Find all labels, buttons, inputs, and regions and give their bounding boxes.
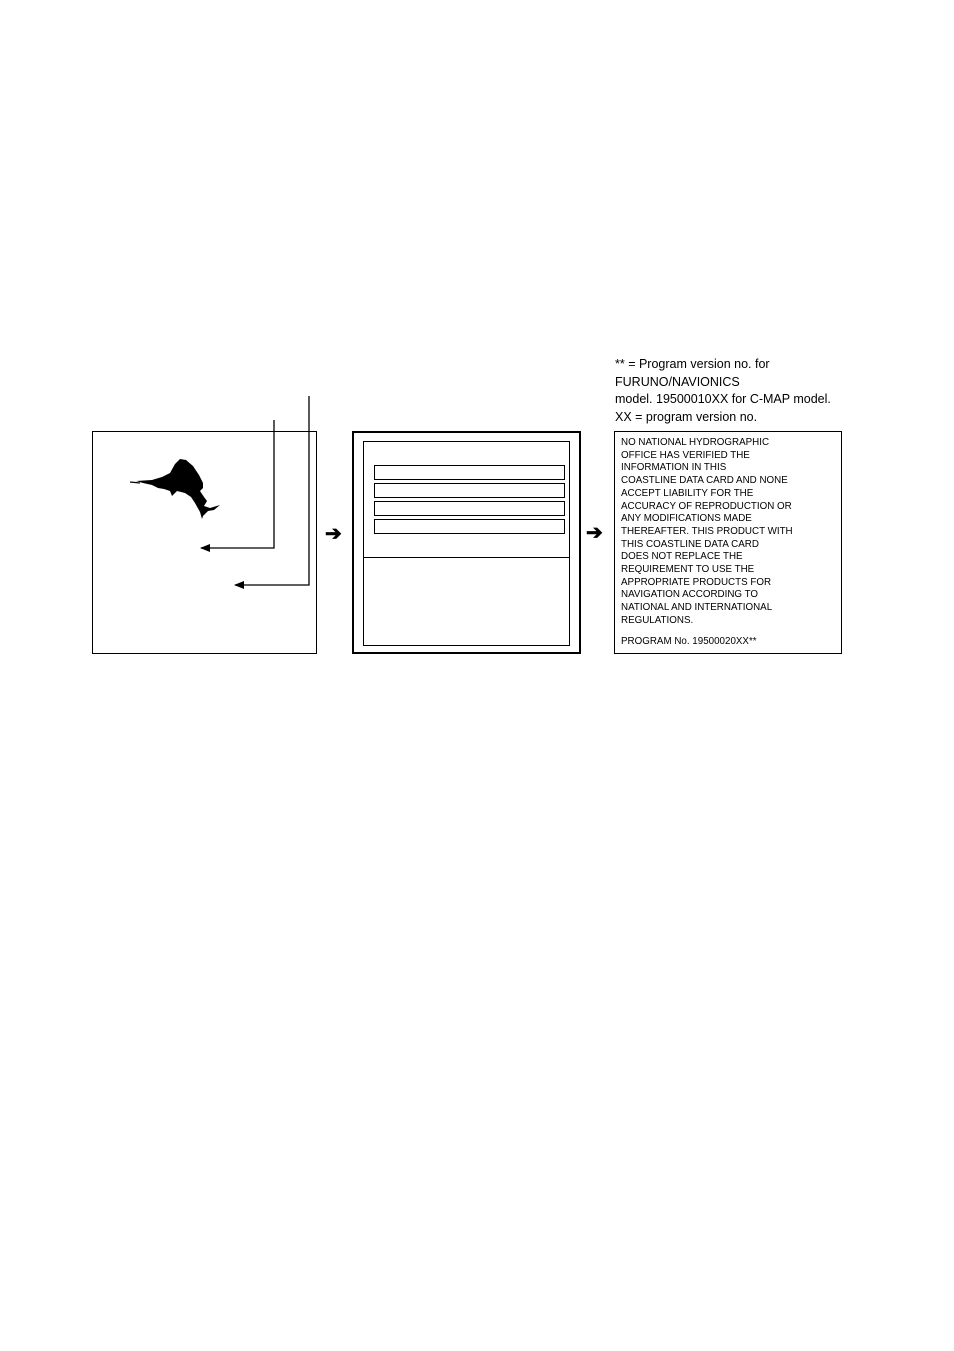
leader-line-1 <box>201 420 274 548</box>
flow-arrow-icon: ➔ <box>325 523 342 545</box>
disclaimer-line: ACCURACY OF REPRODUCTION OR <box>621 500 792 512</box>
program-number: PROGRAM No. 19500020XX** <box>621 636 757 647</box>
disclaimer-line: REQUIREMENT TO USE THE <box>621 564 755 576</box>
disclaimer-line: THEREAFTER. THIS PRODUCT WITH <box>621 525 793 537</box>
disclaimer-line: DOES NOT REPLACE THE <box>621 551 743 563</box>
note-line-2: FURUNO/NAVIONICS <box>615 374 740 389</box>
disclaimer-line: ANY MODIFICATIONS MADE <box>621 513 752 525</box>
disclaimer-line: THIS COASTLINE DATA CARD <box>621 538 759 550</box>
disclaimer-line: NO NATIONAL HYDROGRAPHIC <box>621 437 770 448</box>
disclaimer-line: OFFICE HAS VERIFIED THE <box>621 449 750 461</box>
note-line-4: XX = program version no. <box>615 409 758 424</box>
disclaimer-line: INFORMATION IN THIS <box>621 462 727 474</box>
note-line-3: model. 19500010XX for C-MAP model. <box>615 392 831 406</box>
note-line-1: ** = Program version no. for <box>615 357 770 371</box>
disclaimer-line: NATIONAL AND INTERNATIONAL <box>621 602 773 614</box>
disclaimer-line: APPROPRIATE PRODUCTS FOR <box>621 576 772 588</box>
leader-line-2 <box>235 396 309 585</box>
disclaimer-line: NAVIGATION ACCORDING TO <box>621 589 758 601</box>
disclaimer-line: REGULATIONS. <box>621 614 694 626</box>
disclaimer-line: ACCEPT LIABILITY FOR THE <box>621 487 754 499</box>
flow-arrow-icon: ➔ <box>586 522 603 544</box>
disclaimer-line: COASTLINE DATA CARD AND NONE <box>621 475 788 487</box>
